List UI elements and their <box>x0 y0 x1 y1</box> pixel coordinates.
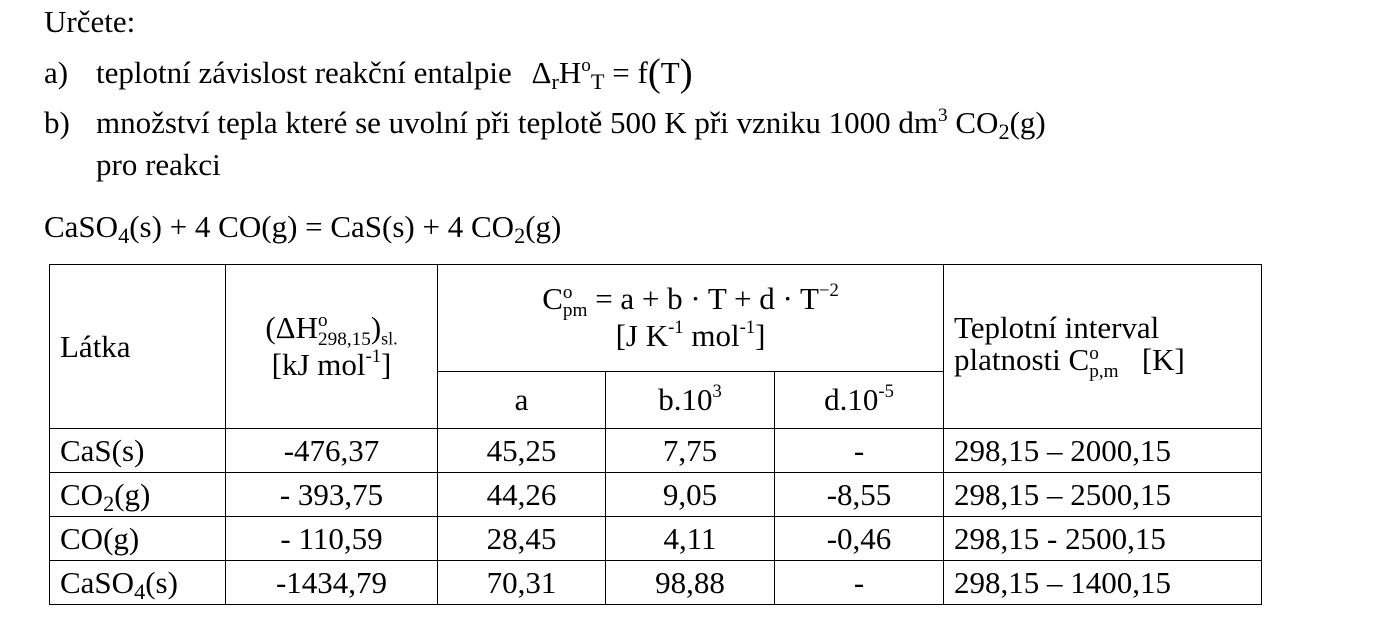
item-b-continuation: pro reakci <box>96 147 221 182</box>
header-substance: Látka <box>50 265 226 429</box>
t-symbol: T <box>660 55 680 90</box>
reaction-equation <box>44 209 562 249</box>
item-a-text: teplotní závislost reakční entalpie <box>96 55 512 90</box>
paren-close: ) <box>679 51 693 95</box>
co2-sub: 2 <box>998 119 1010 145</box>
h-symbol: H <box>558 55 582 90</box>
table-row <box>50 473 1262 517</box>
cell-a: 44,26 <box>438 473 606 517</box>
substance-rest: (s) <box>145 565 178 600</box>
equals-f: = f <box>612 55 648 90</box>
cp-c: C <box>542 281 563 317</box>
cell-a: 70,31 <box>438 561 606 605</box>
item-a <box>44 51 693 95</box>
substance-name: CO(g) <box>60 521 140 556</box>
reaction-part1: CaSO <box>44 209 119 244</box>
cell-a: 45,25 <box>438 429 606 473</box>
enthalpy-symbol <box>265 309 398 350</box>
subheader-d <box>775 372 944 429</box>
cp-equation: = a + b · T + d · T <box>595 281 819 317</box>
sub-b-pre: b.10 <box>658 382 713 417</box>
cell-enthalpy: -476,37 <box>226 429 438 473</box>
cell-b: 98,88 <box>606 561 775 605</box>
cell-d: -8,55 <box>775 473 944 517</box>
substance-sub: 4 <box>134 579 146 605</box>
reaction-end: (g) <box>525 209 562 244</box>
cp-sup: o <box>562 281 573 303</box>
cell-enthalpy: - 110,59 <box>226 517 438 561</box>
substance-sub: 2 <box>103 491 115 517</box>
enthalpy-unit-post: ] <box>381 346 392 382</box>
subheader-b <box>606 372 775 429</box>
enthalpy-close-sub: sl. <box>381 327 398 348</box>
delta-symbol: Δ <box>531 55 552 90</box>
item-a-label: a) <box>44 55 69 90</box>
item-b <box>44 105 1046 145</box>
header-enthalpy <box>226 265 438 429</box>
cell-range: 298,15 - 2500,15 <box>944 517 1262 561</box>
sub-d-exp: -5 <box>878 380 894 402</box>
paren-open: ( <box>647 51 661 95</box>
dm-exponent: 3 <box>938 105 948 127</box>
cell-b: 9,05 <box>606 473 775 517</box>
cell-d: - <box>775 429 944 473</box>
h-sup: o <box>581 55 591 77</box>
substance-name: CaS(s) <box>60 433 145 468</box>
reaction-sub1: 4 <box>118 223 130 249</box>
enthalpy-close: ) <box>370 309 382 345</box>
reaction-middle: (s) + 4 CO(g) = CaS(s) + 4 CO <box>129 209 515 244</box>
cp-sub: pm <box>562 300 588 322</box>
table-header-row <box>50 265 1262 372</box>
enthalpy-sym: (ΔH <box>265 309 319 345</box>
item-b-text: množství tepla které se uvolní při teplotě 500 K při vzniku 1000 dm <box>96 105 939 140</box>
h-sub: T <box>590 69 605 95</box>
enthalpy-sup: o <box>318 310 328 332</box>
cell-range: 298,15 – 2500,15 <box>944 473 1262 517</box>
interval-sup: o <box>1089 342 1099 364</box>
cell-substance <box>50 517 226 561</box>
interval-pre: platnosti <box>954 342 1069 378</box>
cell-b: 4,11 <box>606 517 775 561</box>
cp-exp: −2 <box>818 280 839 302</box>
cell-substance <box>50 473 226 517</box>
delta-sub: r <box>551 69 559 95</box>
cp-unit-mid: mol <box>683 318 740 354</box>
interval-sub: p,m <box>1089 361 1119 383</box>
cell-d: -0,46 <box>775 517 944 561</box>
enthalpy-unit-pre: [kJ mol <box>271 346 366 382</box>
table-row <box>50 429 1262 473</box>
header-cp <box>438 265 944 372</box>
cell-d: - <box>775 561 944 605</box>
cp-unit-exp1: -1 <box>668 317 684 339</box>
subheader-a: a <box>438 372 606 429</box>
cp-unit-post: ] <box>755 318 766 354</box>
interval-c: C <box>1068 342 1090 378</box>
substance-rest: (g) <box>114 477 151 512</box>
cell-a: 28,45 <box>438 517 606 561</box>
cell-b: 7,75 <box>606 429 775 473</box>
cell-enthalpy: - 393,75 <box>226 473 438 517</box>
cell-substance <box>50 561 226 605</box>
enthalpy-unit <box>272 347 392 382</box>
substance-name: CaSO <box>60 565 135 600</box>
interval-unit: [K] <box>1141 342 1185 378</box>
cell-substance <box>50 429 226 473</box>
interval-line2 <box>954 342 1185 383</box>
cp-unit <box>616 318 766 353</box>
cell-enthalpy: -1434,79 <box>226 561 438 605</box>
cp-formula <box>542 280 839 322</box>
table-row <box>50 561 1262 605</box>
enthalpy-sub: 298,15 <box>318 328 371 350</box>
cp-unit-exp2: -1 <box>739 317 756 339</box>
reaction-sub2: 2 <box>514 223 526 249</box>
substance-name: CO <box>60 477 104 512</box>
sub-d-pre: d.10 <box>824 382 879 417</box>
cell-range: 298,15 – 1400,15 <box>944 561 1262 605</box>
co2-formula: CO <box>955 105 999 140</box>
co2-state: (g) <box>1009 105 1046 140</box>
formula-enthalpy <box>531 51 693 95</box>
item-b-label: b) <box>44 105 70 140</box>
cell-range: 298,15 – 2000,15 <box>944 429 1262 473</box>
enthalpy-unit-exp: -1 <box>365 345 382 367</box>
thermo-data-table <box>49 264 1262 605</box>
cp-unit-pre: [J K <box>615 318 669 354</box>
interval-line1: Teplotní interval <box>954 309 1160 345</box>
heading: Určete: <box>44 4 136 39</box>
table-row <box>50 517 1262 561</box>
sub-b-exp: 3 <box>712 380 722 402</box>
header-interval <box>944 265 1262 429</box>
